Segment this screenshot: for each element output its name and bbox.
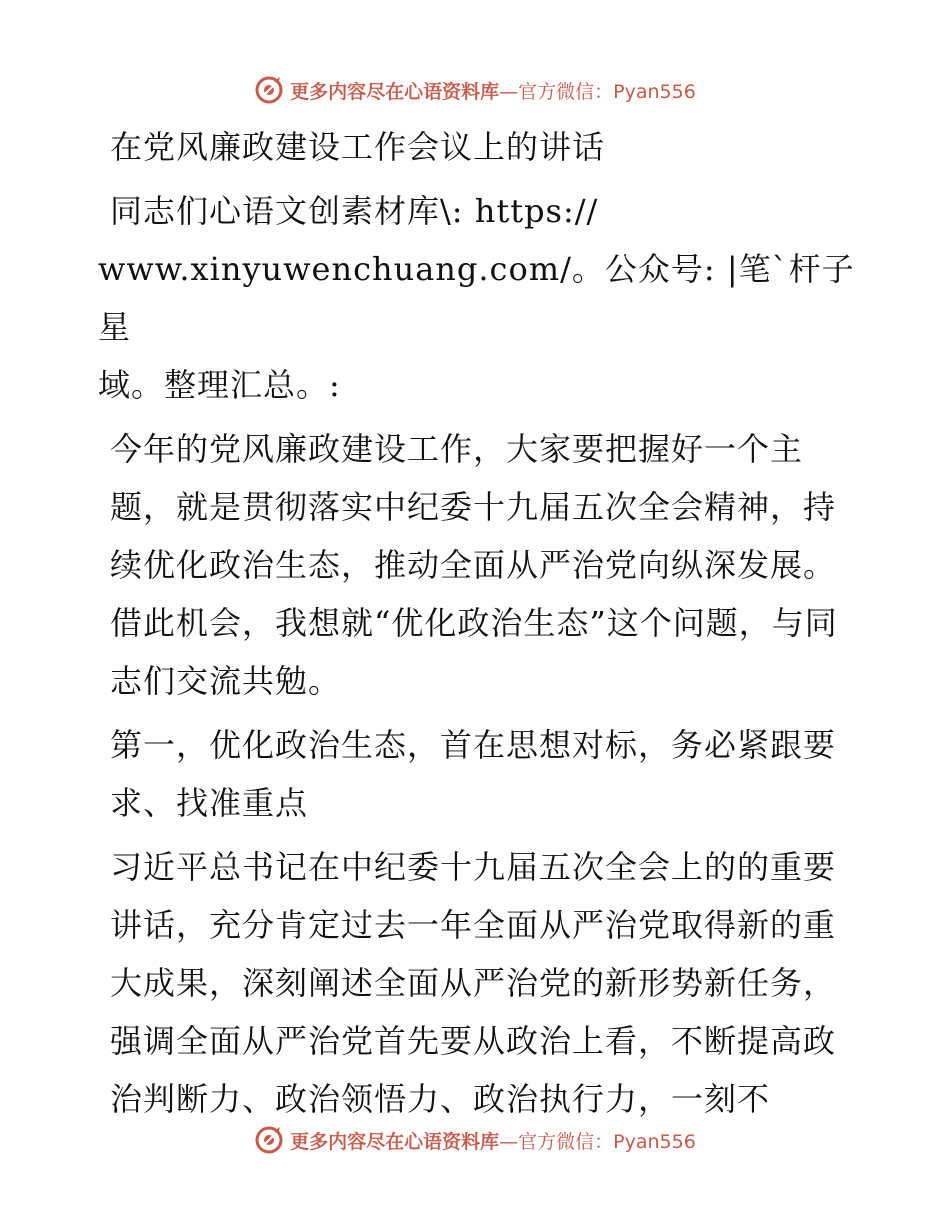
section-heading-1: 第一，优化政治生态，首在思想对标，务必紧跟要求、找准重点 bbox=[110, 726, 837, 822]
footer-banner bbox=[0, 1122, 950, 1158]
header-banner-text bbox=[290, 77, 696, 104]
paragraph-2: 习近平总书记在中纪委十九届五次全会上的的重要讲话，充分肯定过去一年全面从严治党取得新的重大成果，深刻阐述全面从严治党的新形势新任务，强调全面从严治党首先要从政治上看，不断提高政治判断力、政治领悟力、政治执行力，一刻不 bbox=[110, 848, 837, 1118]
intro-line-1: 同志们心语文创素材库\: https:// bbox=[110, 192, 599, 230]
header-banner bbox=[0, 72, 950, 108]
footer-banner-lead: 更多内容尽在心语资料库 bbox=[290, 1130, 500, 1153]
footer-banner-dash: — bbox=[499, 1130, 519, 1153]
header-banner-tail: 官方微信：Pyan556 bbox=[518, 80, 696, 103]
logo-icon bbox=[254, 1125, 284, 1155]
intro-line-2: www.xinyuwenchuang.com/。公众号: |笔`杆子星 bbox=[98, 250, 855, 346]
intro-block bbox=[98, 182, 858, 414]
footer-banner-text bbox=[290, 1127, 696, 1154]
document-body bbox=[98, 118, 858, 1128]
logo-icon bbox=[254, 75, 284, 105]
header-banner-lead: 更多内容尽在心语资料库 bbox=[290, 80, 500, 103]
footer-banner-tail: 官方微信：Pyan556 bbox=[518, 1130, 696, 1153]
document-title: 在党风廉政建设工作会议上的讲话 bbox=[110, 128, 606, 166]
header-banner-dash: — bbox=[499, 80, 519, 103]
paragraph-1: 今年的党风廉政建设工作，大家要把握好一个主题，就是贯彻落实中纪委十九届五次全会精神，持续优化政治生态，推动全面从严治党向纵深发展。借此机会，我想就“优化政治生态”这个问题，与同志们交流共勉。 bbox=[110, 430, 838, 700]
intro-line-3: 域。整理汇总。: bbox=[98, 366, 341, 404]
